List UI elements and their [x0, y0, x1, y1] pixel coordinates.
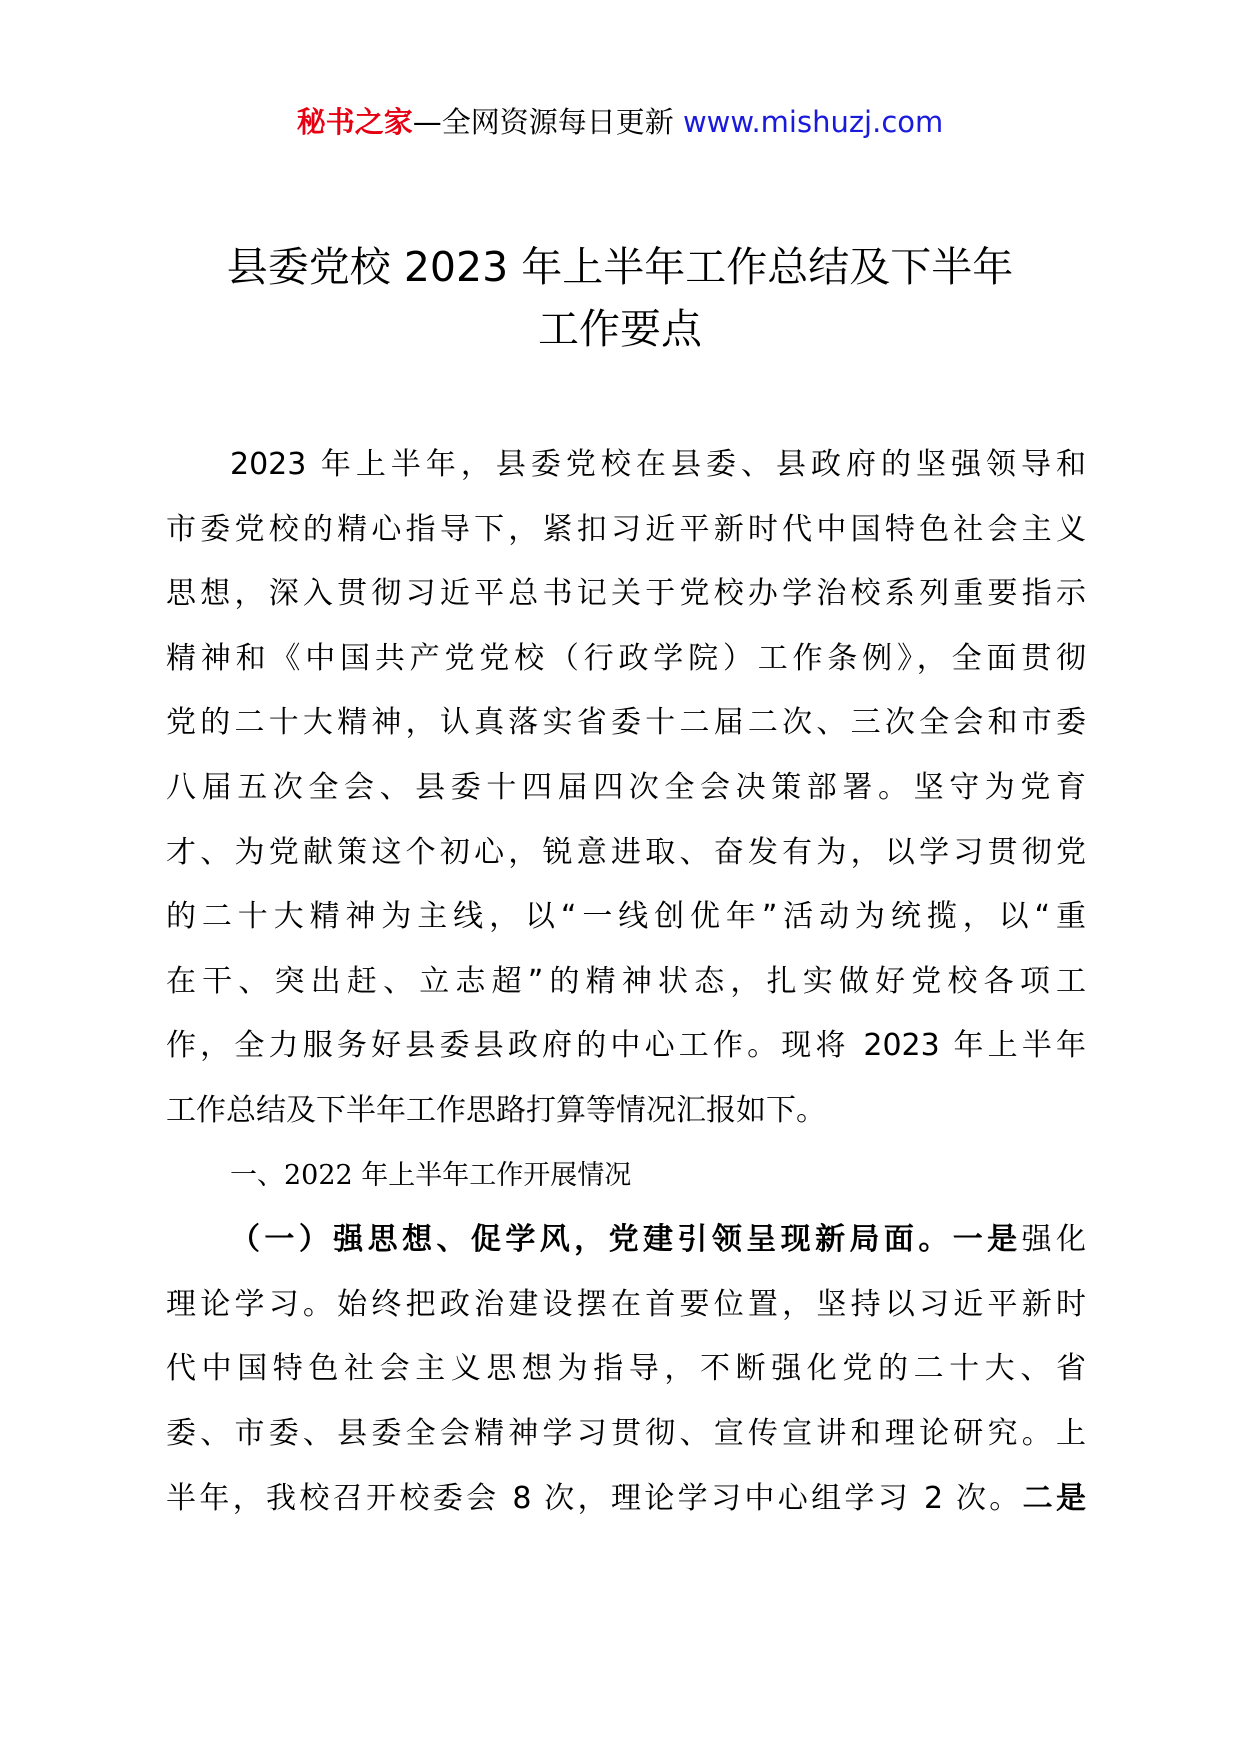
paragraph-line: 才、为党献策这个初心，锐意进取、奋发有为，以学习贯彻党	[166, 834, 1086, 870]
paragraph-line: 工作总结及下半年工作思路打算等情况汇报如下。	[166, 1092, 826, 1128]
paragraph-line: 市委党校的精心指导下，紧扣习近平新时代中国特色社会主义	[166, 511, 1086, 547]
site-header	[0, 100, 1240, 144]
brand-name: 秘书之家	[296, 105, 413, 139]
paragraph-line	[166, 1208, 1086, 1273]
paragraph-line: 的二十大精神为主线，以“一线创优年”活动为统揽，以“重	[166, 899, 1086, 935]
document-body	[166, 433, 1086, 1531]
header-slogan: —全网资源每日更新	[412, 105, 674, 139]
intro-paragraph	[166, 433, 1086, 1144]
paragraph-line: 2023 年上半年，县委党校在县委、县政府的坚强领导和	[230, 447, 1086, 482]
line-text: 强化	[1021, 1222, 1087, 1258]
section-paragraph	[166, 1208, 1086, 1531]
point-marker: 二是	[1022, 1480, 1087, 1516]
paragraph-line: 委、市委、县委全会精神学习贯彻、宣传宣讲和理论研究。上	[166, 1415, 1086, 1451]
point-marker: 一是	[952, 1222, 1022, 1258]
section-heading: 一、2022 年上半年工作开展情况	[230, 1159, 632, 1191]
title-line-1: 县委党校 2023 年上半年工作总结及下半年	[226, 243, 1014, 291]
paragraph-line: 八届五次全会、县委十四届四次全会决策部署。坚守为党育	[166, 769, 1086, 805]
paragraph-line: 理论学习。始终把政治建设摆在首要位置，坚持以习近平新时	[166, 1286, 1086, 1322]
paragraph-line	[166, 1467, 1086, 1532]
line-text: 半年，我校召开校委会 8 次，理论学习中心组学习 2 次。	[166, 1480, 1023, 1516]
site-url-link[interactable]: www.mishuzj.com	[682, 105, 944, 139]
paragraph-line: 党的二十大精神，认真落实省委十二届二次、三次全会和市委	[166, 705, 1086, 741]
paragraph-line: 代中国特色社会主义思想为指导，不断强化党的二十大、省	[166, 1351, 1086, 1387]
paragraph-line: 精神和《中国共产党党校（行政学院）工作条例》，全面贯彻	[166, 640, 1086, 676]
paragraph-line: 在干、突出赶、立志超”的精神状态，扎实做好党校各项工	[166, 963, 1086, 999]
paragraph-line: 思想，深入贯彻习近平总书记关于党校办学治校系列重要指示	[166, 576, 1086, 612]
document-title	[0, 236, 1240, 360]
subheading: （一）强思想、促学风，党建引领呈现新局面。	[230, 1222, 953, 1258]
title-line-2: 工作要点	[538, 305, 702, 353]
paragraph-line: 作，全力服务好县委县政府的中心工作。现将 2023 年上半年	[166, 1028, 1086, 1064]
